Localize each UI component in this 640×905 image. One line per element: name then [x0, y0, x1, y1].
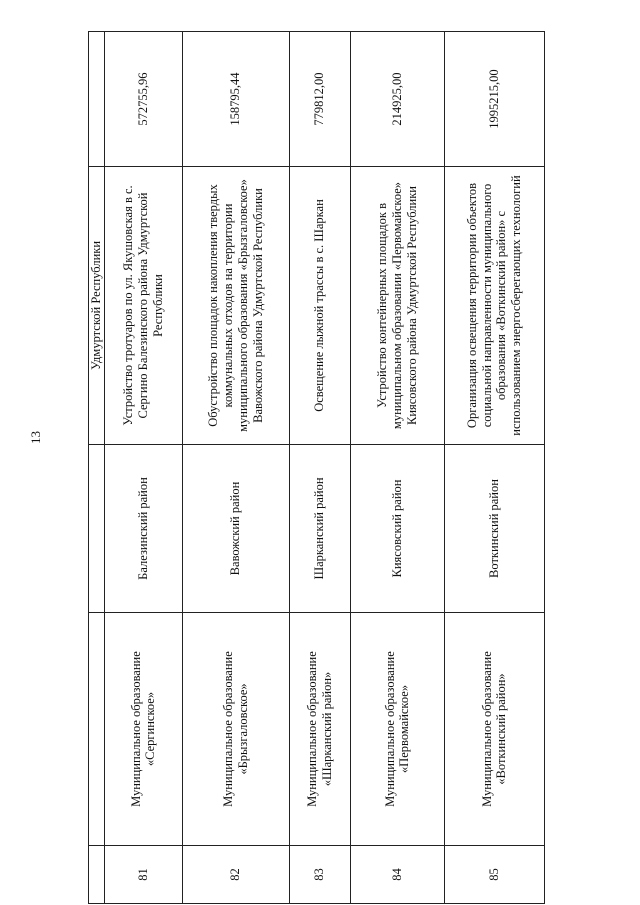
- project-cell: Освещение лыжной трассы в с. Шаркан: [289, 167, 350, 445]
- row-number: 85: [444, 846, 544, 904]
- project-cell: Обустройство площадок накопления твердых коммунальных отходов на территории муниципального образования «Брызгаловское» Вавожского района Удмуртской Республики: [182, 167, 289, 445]
- row-number: 81: [104, 846, 182, 904]
- municipality-cell: Муниципальное образование «Воткинский район»: [444, 613, 544, 846]
- table-row: [444, 32, 544, 904]
- municipality-cell: Муниципальное образование «Первомайское»: [350, 613, 444, 846]
- table-row: [104, 32, 182, 904]
- district-cell: Воткинский район: [444, 445, 544, 613]
- municipality-cell: Муниципальное образование «Шарканский район»: [289, 613, 350, 846]
- district-cell: Шарканский район: [289, 445, 350, 613]
- district-cell: Вавожский район: [182, 445, 289, 613]
- rotated-table-wrapper: [88, 32, 530, 904]
- row-number: 82: [182, 846, 289, 904]
- amount-cell: 1995215,00: [444, 32, 544, 167]
- cell-empty: [89, 32, 105, 167]
- project-cell: Устройство тротуаров по ул. Якушовская в с. Сергино Балезинского района Удмуртской Республики: [104, 167, 182, 445]
- project-continuation-cell: Удмуртской Республики: [89, 167, 105, 445]
- project-cell: Устройство контейнерных площадок в муниципальном образовании «Первомайское» Киясовского района Удмуртской Республики: [350, 167, 444, 445]
- amount-cell: 572755,96: [104, 32, 182, 167]
- continuation-row: [89, 32, 105, 904]
- district-cell: Балезинский район: [104, 445, 182, 613]
- amount-cell: 779812,00: [289, 32, 350, 167]
- table-row: [350, 32, 444, 904]
- table-row: [289, 32, 350, 904]
- municipality-cell: Муниципальное образование «Брызгаловское»: [182, 613, 289, 846]
- projects-table: [88, 31, 545, 904]
- amount-cell: 158795,44: [182, 32, 289, 167]
- project-cell: Организация освещения территории объектов социальной направленности муниципального образования «Воткинский район» с использованием энергосберегающих технологий: [464, 175, 523, 436]
- table-row: [182, 32, 289, 904]
- district-cell: Киясовский район: [350, 445, 444, 613]
- row-number: 84: [350, 846, 444, 904]
- amount-cell: 214925,00: [350, 32, 444, 167]
- project-cell-wrapper: [444, 167, 544, 445]
- cell-empty: [89, 445, 105, 613]
- page-number: 13: [28, 431, 43, 444]
- cell-empty: [89, 613, 105, 846]
- municipality-cell: Муниципальное образование «Сергинское»: [104, 613, 182, 846]
- cell-empty: [89, 846, 105, 904]
- row-number: 83: [289, 846, 350, 904]
